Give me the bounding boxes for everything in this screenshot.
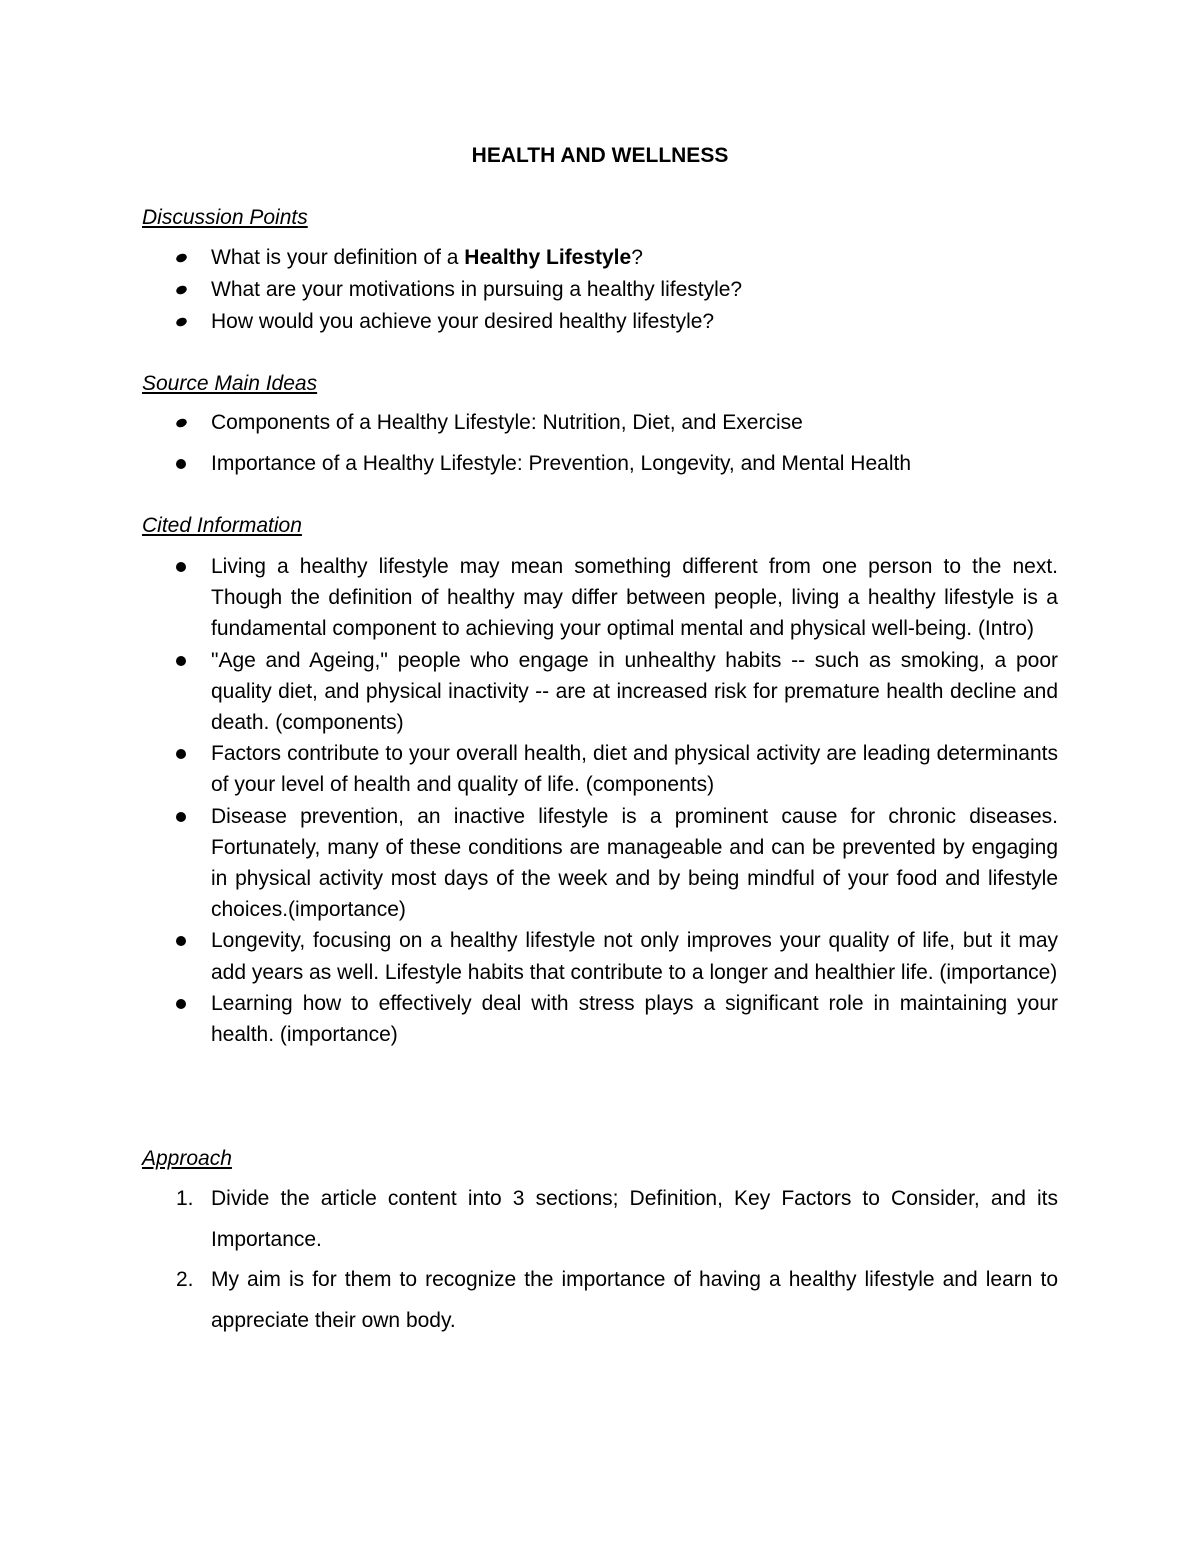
list-item: Factors contribute to your overall health, diet and physical activity are leading determinants of your level of health and quality of life. (components) xyxy=(142,738,1058,800)
bullet-icon xyxy=(176,562,186,572)
bullet-icon xyxy=(176,459,186,469)
approach-list xyxy=(142,1179,1058,1341)
bullet-icon xyxy=(175,284,188,296)
cited-heading: Cited Information xyxy=(142,514,302,537)
list-item: 2. My aim is for them to recognize the importance of having a healthy lifestyle and learn to appreciate their own body. xyxy=(142,1260,1058,1341)
list-item: Living a healthy lifestyle may mean something different from one person to the next. Though the definition of healthy may differ between people, living a healthy lifestyle is a fundamental component to achieving your optimal mental and physical well-being. (Intro) xyxy=(142,551,1058,645)
emphasis-text: Healthy Lifestyle xyxy=(464,246,632,269)
list-number: 2. xyxy=(176,1268,194,1291)
bullet-icon xyxy=(175,417,188,429)
list-item: Disease prevention, an inactive lifestyle is a prominent cause for chronic diseases. Fortunately, many of these conditions are manageable and can be prevented by engaging in physical activity most days of the week and by being mindful of your food and lifestyle choices.(importance) xyxy=(142,801,1058,926)
list-item: Components of a Healthy Lifestyle: Nutrition, Diet, and Exercise xyxy=(142,407,1058,439)
bullet-icon xyxy=(176,812,186,822)
list-item: 1. Divide the article content into 3 sections; Definition, Key Factors to Consider, and its Importance. xyxy=(142,1179,1058,1260)
source-heading: Source Main Ideas xyxy=(142,372,318,395)
discussion-list xyxy=(142,242,1058,338)
list-item: What are your motivations in pursuing a healthy lifestyle? xyxy=(142,274,1058,306)
list-item: Learning how to effectively deal with stress plays a significant role in maintaining your health. (importance) xyxy=(142,988,1058,1050)
approach-heading: Approach xyxy=(142,1147,232,1170)
bullet-icon xyxy=(176,999,186,1009)
list-number: 1. xyxy=(176,1187,194,1210)
list-item: What is your definition of a Healthy Lifestyle? xyxy=(142,242,1058,274)
list-item: Importance of a Healthy Lifestyle: Prevention, Longevity, and Mental Health xyxy=(142,448,1058,480)
bullet-icon xyxy=(175,252,188,264)
list-item: "Age and Ageing," people who engage in unhealthy habits -- such as smoking, a poor quality diet, and physical inactivity -- are at increased risk for premature health decline and death. (components) xyxy=(142,645,1058,739)
bullet-icon xyxy=(176,936,186,946)
bullet-icon xyxy=(176,656,186,666)
cited-list xyxy=(142,551,1058,1050)
source-list xyxy=(142,407,1058,489)
list-item: Longevity, focusing on a healthy lifestyle not only improves your quality of life, but it may add years as well. Lifestyle habits that contribute to a longer and healthier life. (importance) xyxy=(142,925,1058,987)
list-item: How would you achieve your desired healthy lifestyle? xyxy=(142,306,1058,338)
bullet-icon xyxy=(176,749,186,759)
document-title: HEALTH AND WELLNESS xyxy=(471,144,729,167)
bullet-icon xyxy=(175,316,188,328)
discussion-heading: Discussion Points xyxy=(142,206,308,229)
